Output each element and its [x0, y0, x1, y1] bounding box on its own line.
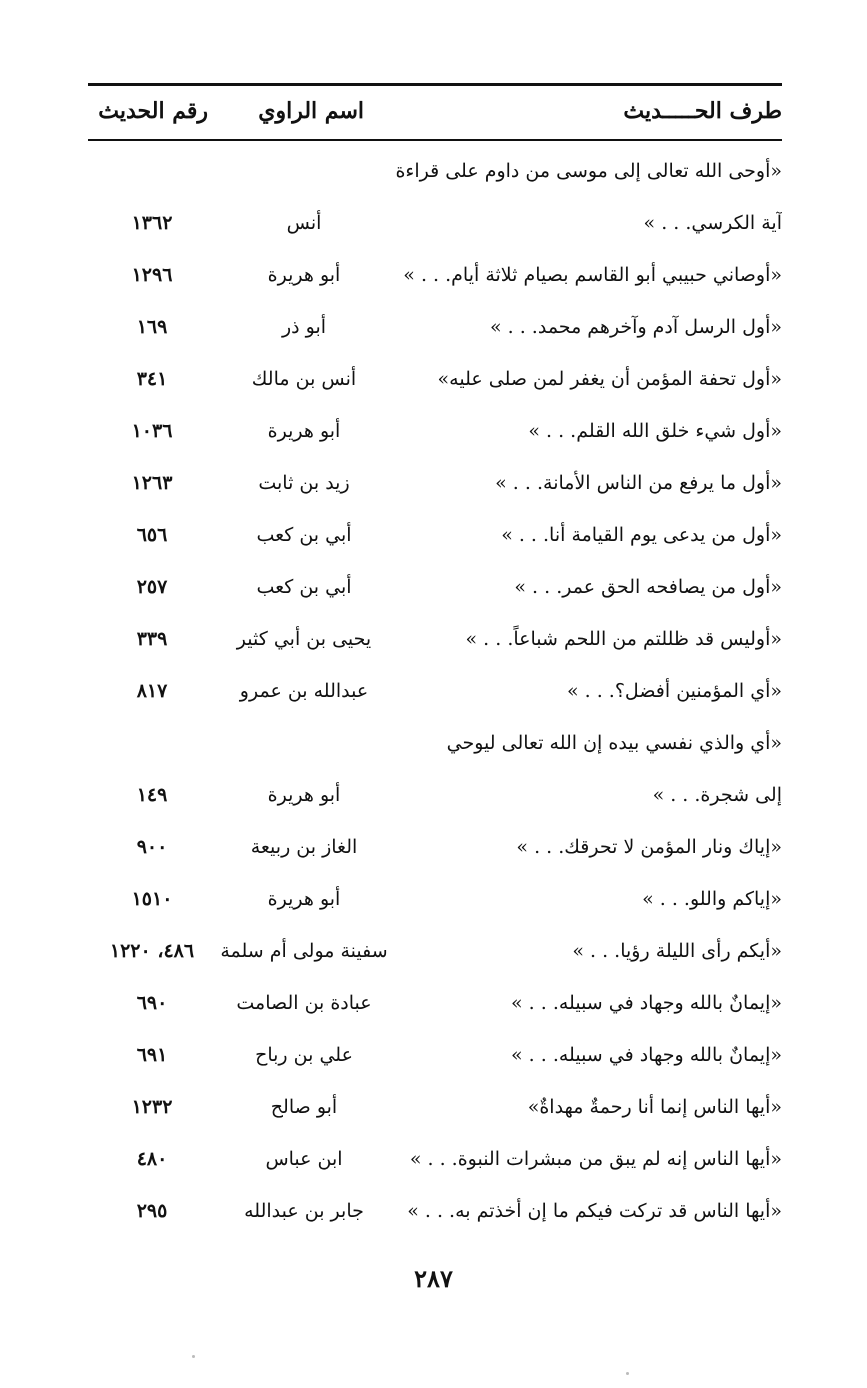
narrator-cell: سفينة مولى أم سلمة [220, 940, 388, 962]
table-row [88, 561, 782, 613]
table-row [88, 821, 782, 873]
hadith-cell: «أي المؤمنين أفضل؟. . . » [566, 680, 782, 702]
hadith-cell: «إيمانٌ بالله وجهاد في سبيله. . . » [511, 992, 782, 1014]
number-cell: ١٦٩ [136, 316, 168, 338]
table-row [88, 509, 782, 561]
narrator-cell: الغاز بن ربيعة [250, 836, 358, 858]
hadith-cell: «أوحى الله تعالى إلى موسى من داوم على قراءة [395, 160, 782, 182]
table-row [88, 613, 782, 665]
column-header-hadith: طرف الحـــــديث [623, 98, 782, 124]
hadith-cell: «أول ما يرفع من الناس الأمانة. . . » [495, 472, 782, 494]
hadith-cell: «أيكم رأى الليلة رؤيا. . . » [572, 940, 782, 962]
number-cell: ١٣٦٢ [131, 212, 173, 234]
number-cell: ١٤٩ [136, 784, 168, 806]
hadith-cell: «أوصاني حبيبي أبو القاسم بصيام ثلاثة أيام. . . » [403, 264, 782, 286]
narrator-cell: أنس بن مالك [251, 368, 357, 390]
table-row [88, 925, 782, 977]
table-row [88, 145, 782, 197]
hadith-cell: «إياك ونار المؤمن لا تحرقك. . . » [516, 836, 782, 858]
number-cell: ٣٤١ [136, 368, 168, 390]
table-top-rule [88, 83, 782, 86]
table-header [88, 88, 782, 138]
narrator-cell: يحيى بن أبي كثير [236, 628, 372, 650]
number-cell: ٤٨٦، ١٢٢٠ [109, 940, 195, 962]
number-cell: ١٥١٠ [131, 888, 173, 910]
number-cell: ٢٩٥ [136, 1200, 168, 1222]
table-header-rule [88, 139, 782, 141]
narrator-cell: عبدالله بن عمرو [239, 680, 369, 702]
table-row [88, 1133, 782, 1185]
table-row [88, 769, 782, 821]
narrator-cell: أبو هريرة [267, 264, 341, 286]
narrator-cell: أبو هريرة [267, 888, 341, 910]
hadith-cell: «إيمانٌ بالله وجهاد في سبيله. . . » [511, 1044, 782, 1066]
number-cell: ٦٩١ [136, 1044, 168, 1066]
hadith-cell: «أول شيء خلق الله القلم. . . » [528, 420, 782, 442]
table-row [88, 1081, 782, 1133]
hadith-cell: «أيها الناس إنما أنا رحمةٌ مهداةٌ» [527, 1096, 782, 1118]
number-cell: ٦٥٦ [136, 524, 168, 546]
narrator-cell: علي بن رباح [255, 1044, 353, 1066]
hadith-cell: «أيها الناس قد تركت فيكم ما إن أخذتم به. . . » [407, 1200, 782, 1222]
hadith-cell: «أول من يدعى يوم القيامة أنا. . . » [501, 524, 782, 546]
number-cell: ٣٣٩ [136, 628, 168, 650]
number-cell: ١٢٦٣ [131, 472, 173, 494]
hadith-cell: «أول من يصافحه الحق عمر. . . » [514, 576, 782, 598]
number-cell: ٤٨٠ [136, 1148, 168, 1170]
number-cell: ٩٠٠ [136, 836, 168, 858]
table-row [88, 717, 782, 769]
table-row [88, 457, 782, 509]
hadith-index-table [88, 145, 782, 1237]
narrator-cell: أنس [286, 212, 322, 234]
number-cell: ١٢٩٦ [131, 264, 173, 286]
table-row [88, 1029, 782, 1081]
column-header-narrator: اسم الراوي [258, 98, 364, 124]
narrator-cell: أبي بن كعب [256, 524, 352, 546]
table-row [88, 405, 782, 457]
hadith-cell: «أول الرسل آدم وآخرهم محمد. . . » [489, 316, 782, 338]
table-row [88, 873, 782, 925]
narrator-cell: أبو ذر [281, 316, 327, 338]
hadith-cell: «أيها الناس إنه لم يبق من مبشرات النبوة. . . » [409, 1148, 782, 1170]
table-row [88, 977, 782, 1029]
table-row [88, 301, 782, 353]
narrator-cell: أبو هريرة [267, 420, 341, 442]
table-row [88, 249, 782, 301]
number-cell: ٢٥٧ [136, 576, 168, 598]
narrator-cell: جابر بن عبدالله [244, 1200, 364, 1222]
narrator-cell: ابن عباس [265, 1148, 343, 1170]
number-cell: ٦٩٠ [136, 992, 168, 1014]
table-row [88, 197, 782, 249]
table-row [88, 353, 782, 405]
narrator-cell: أبي بن كعب [256, 576, 352, 598]
scan-speck [192, 1355, 195, 1358]
table-row [88, 1185, 782, 1237]
table-row [88, 665, 782, 717]
narrator-cell: أبو صالح [270, 1096, 338, 1118]
narrator-cell: زيد بن ثابت [258, 472, 350, 494]
scan-speck [626, 1372, 629, 1375]
page-number: ٢٨٧ [414, 1264, 453, 1293]
number-cell: ١٠٣٦ [131, 420, 173, 442]
number-cell: ١٢٣٢ [131, 1096, 173, 1118]
narrator-cell: عبادة بن الصامت [236, 992, 372, 1014]
hadith-cell: «أي والذي نفسي بيده إن الله تعالى ليوحي [446, 732, 782, 754]
narrator-cell: أبو هريرة [267, 784, 341, 806]
hadith-cell: «إياكم واللو. . . » [642, 888, 782, 910]
hadith-cell: إلى شجرة. . . » [652, 784, 782, 806]
column-header-number: رقم الحديث [98, 98, 208, 124]
hadith-cell: آية الكرسي. . . » [643, 212, 782, 234]
hadith-cell: «أول تحفة المؤمن أن يغفر لمن صلى عليه» [437, 368, 782, 390]
hadith-cell: «أوليس قد ظللتم من اللحم شباعاً. . . » [465, 628, 782, 650]
number-cell: ٨١٧ [136, 680, 168, 702]
